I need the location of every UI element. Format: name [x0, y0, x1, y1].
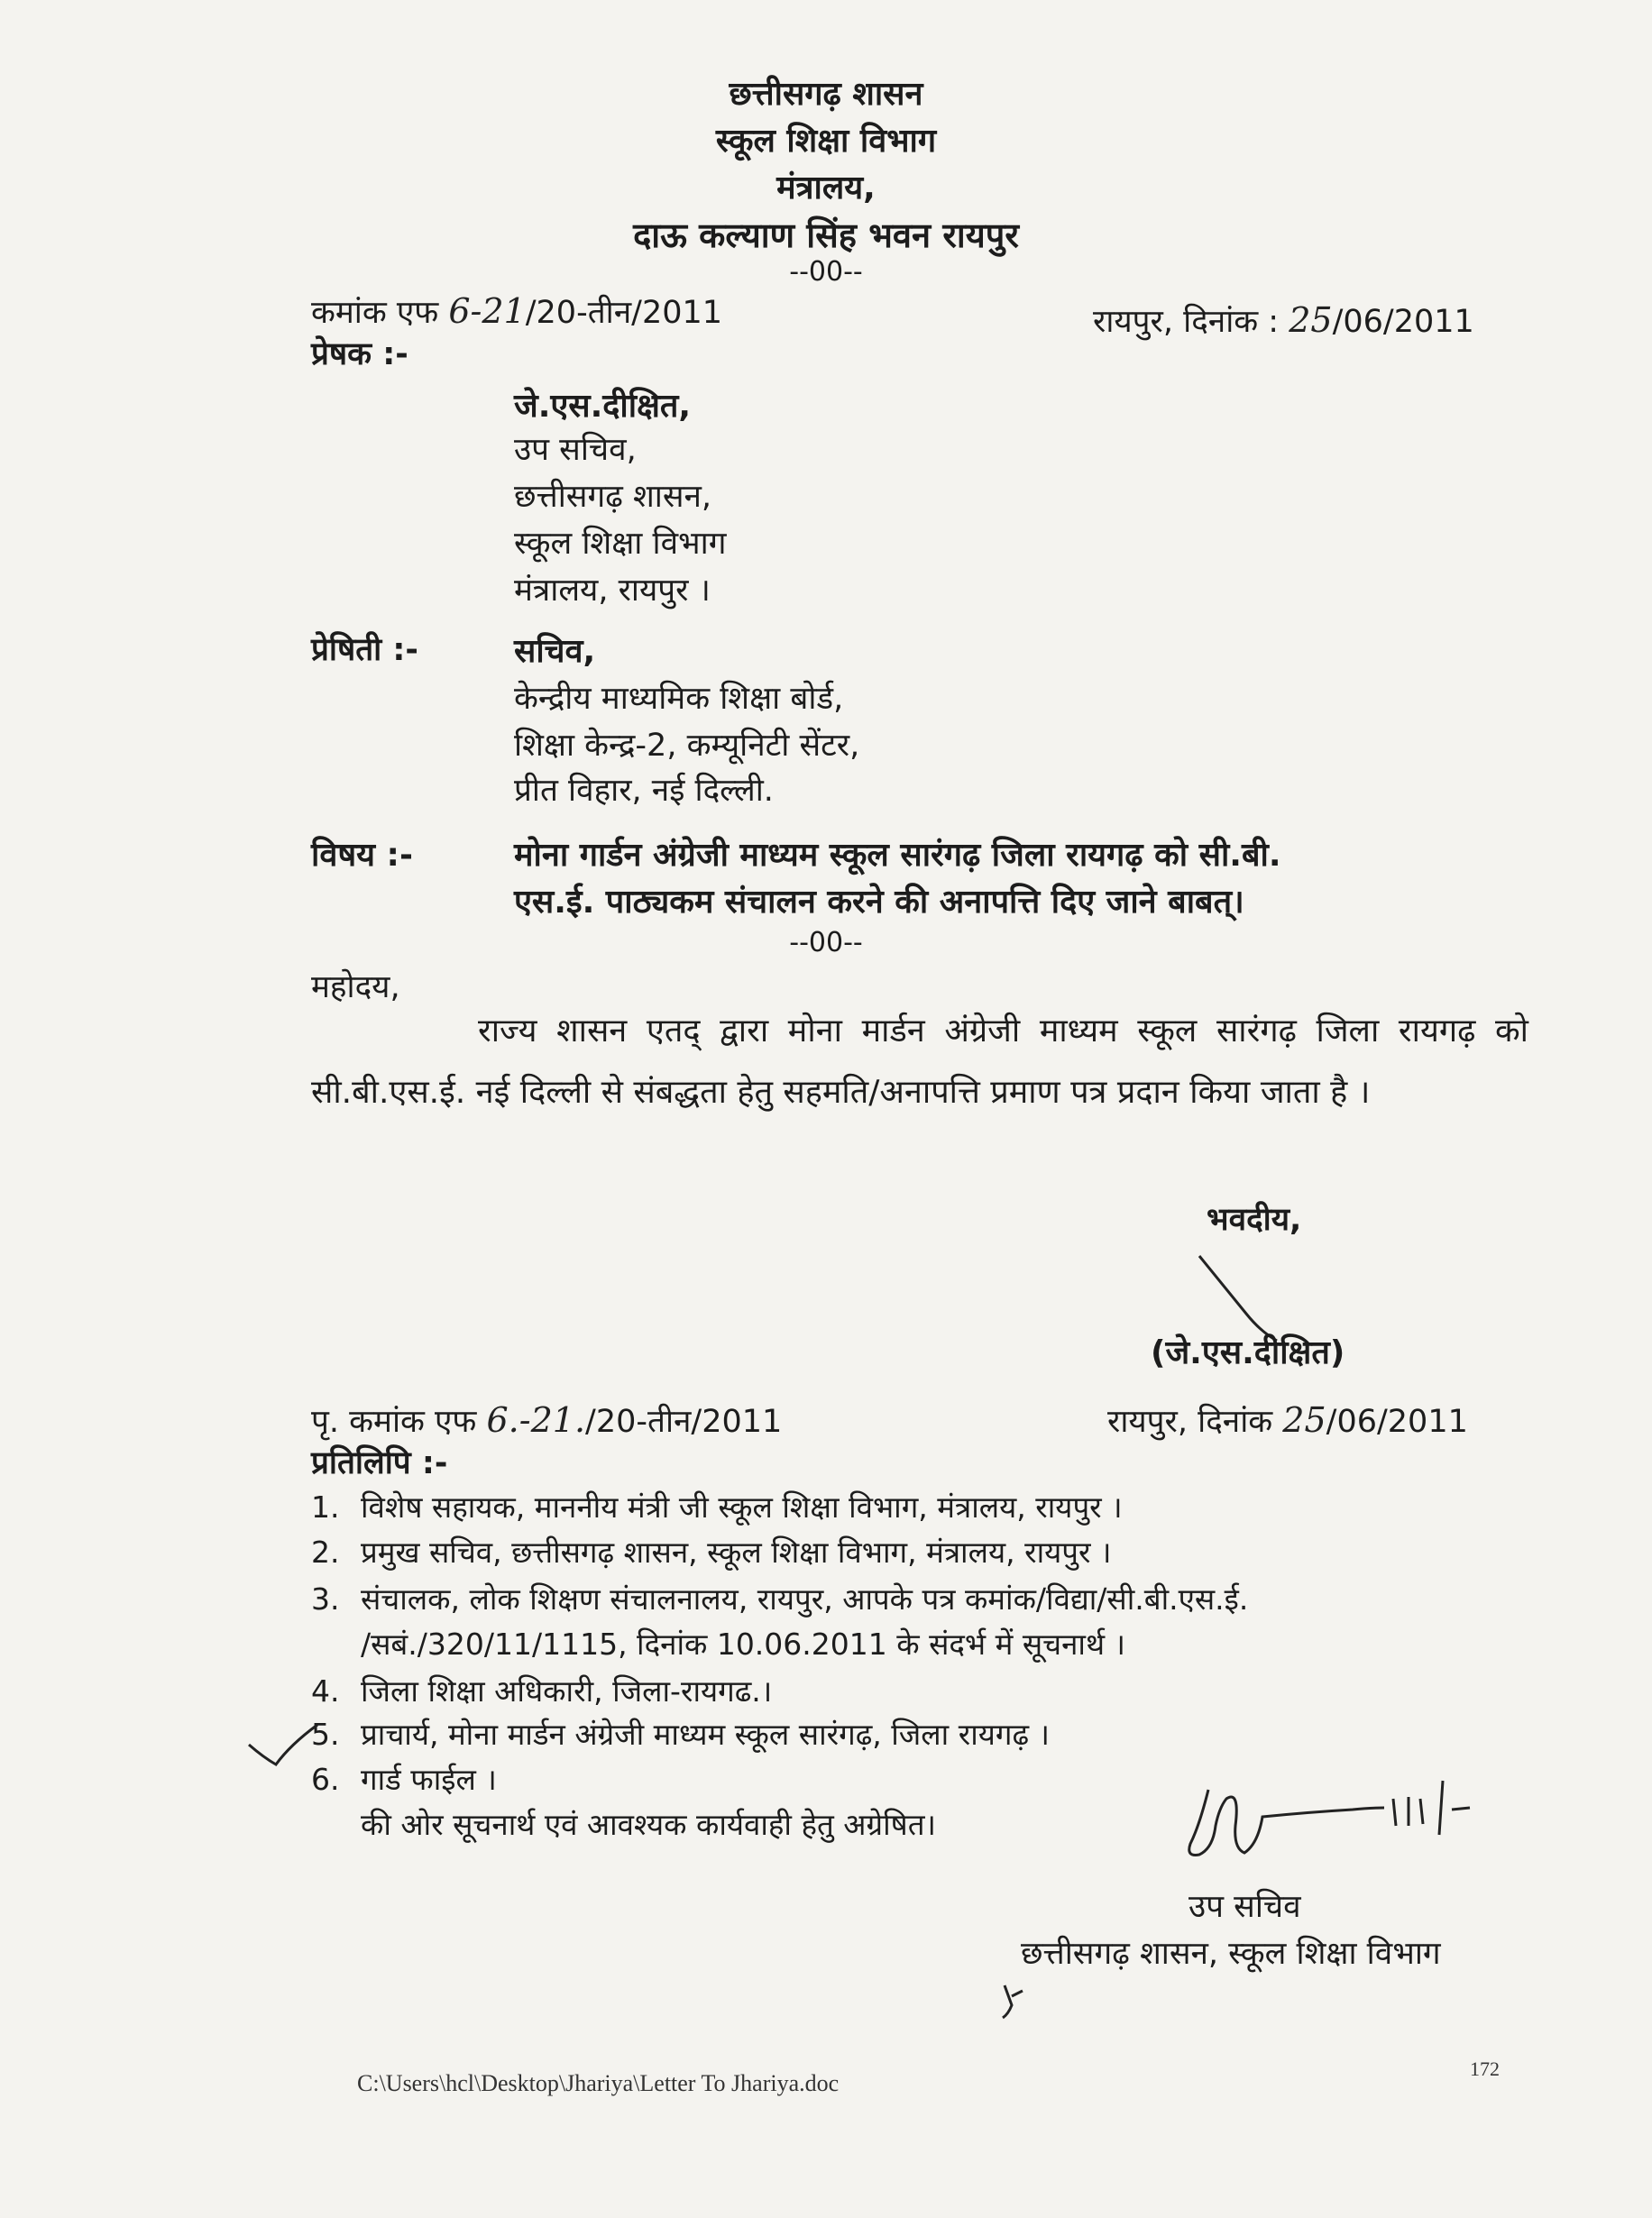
reference-number: [311, 290, 722, 333]
sender-name: जे.एस.दीक्षित,: [514, 388, 692, 425]
copy-list-item: [311, 1578, 1248, 1618]
subject-separator: --00--: [789, 927, 863, 958]
copy-item-text: प्रमुख सचिव, छत्तीसगढ़ शासन, स्कूल शिक्षा विभाग, मंत्रालय, रायपुर ।: [361, 1535, 1112, 1570]
recipient-line: केन्द्रीय माध्यमिक शिक्षा बोर्ड,: [514, 681, 844, 717]
copy-item-number: 1.: [311, 1489, 340, 1525]
sign-title: उप सचिव: [1189, 1889, 1301, 1925]
endorsement-handwritten-date: 25: [1282, 1400, 1326, 1440]
copy-list-item: [311, 1713, 1050, 1754]
sign-department: छत्तीसगढ़ शासन, स्कूल शिक्षा विभाग: [1021, 1936, 1441, 1972]
copy-list-item: [311, 1486, 1123, 1526]
subject-line-2: एस.ई. पाठ्यकम संचालन करने की अनापत्ति दिए जाने बाबत्।: [514, 884, 1244, 921]
sender-line: उप सचिव,: [514, 432, 637, 468]
endorsement-date-prefix: रायपुर, दिनांक: [1107, 1404, 1273, 1440]
copy-label: प्रतिलिपि :-: [311, 1445, 448, 1481]
subject-label: विषय :-: [311, 837, 413, 874]
subject-line-1: मोना गार्डन अंग्रेजी माध्यम स्कूल सारंगढ़ जिला रायगढ़ को सी.बी.: [514, 837, 1281, 874]
sender-line: छत्तीसगढ़ शासन,: [514, 479, 712, 515]
sender-line: मंत्रालय, रायपुर ।: [514, 573, 711, 609]
copy-item-text: जिला शिक्षा अधिकारी, जिला-रायगढ.।: [361, 1673, 773, 1709]
reference-date-prefix: रायपुर, दिनांक :: [1093, 304, 1280, 340]
reference-suffix: /20-तीन/2011: [525, 295, 723, 331]
reference-prefix: कमांक एफ: [311, 295, 439, 331]
copy-item-continuation: /सबं./320/11/1115, दिनांक 10.06.2011 के संदर्भ में सूचनार्थ ।: [361, 1627, 1126, 1662]
handwritten-signature: [1172, 1772, 1506, 1871]
copy-list-item: [311, 1758, 497, 1799]
recipient-label: प्रेषिती :-: [311, 632, 418, 668]
endorsement-prefix: पृ. कमांक एफ: [311, 1404, 477, 1440]
header-department: स्कूल शिक्षा विभाग: [715, 123, 937, 160]
copy-item-text: प्राचार्य, मोना मार्डन अंग्रेजी माध्यम स्कूल सारंगढ़, जिला रायगढ़ ।: [361, 1717, 1051, 1752]
copy-item-text: संचालक, लोक शिक्षण संचालनालय, रायपुर, आपके पत्र कमांक/विद्या/सी.बी.एस.ई.: [361, 1581, 1249, 1617]
body-paragraph: [311, 1001, 1528, 1123]
forwarding-note: की ओर सूचनार्थ एवं आवश्यक कार्यवाही हेतु अग्रेषित।: [361, 1807, 937, 1842]
copy-list-item: [311, 1531, 1112, 1572]
reference-handwritten-date: 25: [1289, 300, 1333, 340]
recipient-line: प्रीत विहार, नई दिल्ली.: [514, 773, 774, 809]
header-government: छत्तीसगढ़ शासन: [729, 76, 923, 113]
endorsement-suffix: /20-तीन/2011: [585, 1404, 783, 1440]
header-building: दाऊ कल्याण सिंह भवन रायपुर: [633, 215, 1019, 255]
copy-item-number: 6.: [311, 1762, 340, 1797]
reference-date-suffix: /06/2011: [1332, 304, 1474, 340]
valediction: भवदीय,: [1207, 1202, 1302, 1238]
reference-handwritten-number: 6-21: [448, 291, 526, 331]
recipient-line: शिक्षा केन्द्र-2, कम्यूनिटी सेंटर,: [514, 728, 860, 764]
endorsement-date-suffix: /06/2011: [1326, 1404, 1468, 1440]
copy-item-text: विशेष सहायक, माननीय मंत्री जी स्कूल शिक्षा विभाग, मंत्रालय, रायपुर ।: [361, 1489, 1123, 1525]
pen-mark: [992, 1975, 1046, 2029]
body-paragraph-text: राज्य शासन एतद् द्वारा मोना मार्डन अंग्रेजी माध्यम स्कूल सारंगढ़ जिला रायगढ़ को सी.बी.एस.ई. नई दिल्ली से संबद्धता हेतु सहमति/अनापत्ति प्रमाण पत्र प्रदान किया जाता है ।: [311, 1013, 1528, 1111]
endorsement-number: [311, 1399, 782, 1442]
sender-line: स्कूल शिक्षा विभाग: [514, 526, 727, 562]
reference-date: [1093, 299, 1474, 342]
copy-list-item: [311, 1670, 772, 1710]
page-stamp: 172: [1470, 2058, 1500, 2080]
signatory-name: (जे.एस.दीक्षित): [1151, 1334, 1345, 1371]
copy-item-number: 4.: [311, 1673, 340, 1709]
copy-item-number: 2.: [311, 1535, 340, 1570]
recipient-name: सचिव,: [514, 633, 596, 670]
header-ministry: मंत्रालय,: [776, 170, 876, 206]
sender-label: प्रेषक :-: [311, 336, 408, 372]
copy-item-number: 3.: [311, 1581, 340, 1617]
header-separator: --00--: [789, 256, 863, 288]
endorsement-date: [1107, 1399, 1468, 1442]
copy-item-text: गार्ड फाईल ।: [361, 1762, 497, 1797]
endorsement-handwritten-number: 6.-21.: [486, 1400, 586, 1440]
copy-item-number: 5.: [311, 1717, 340, 1752]
salutation: महोदय,: [311, 969, 400, 1005]
file-path-footer: C:\Users\hcl\Desktop\Jhariya\Letter To Jhariya.doc: [357, 2070, 840, 2096]
